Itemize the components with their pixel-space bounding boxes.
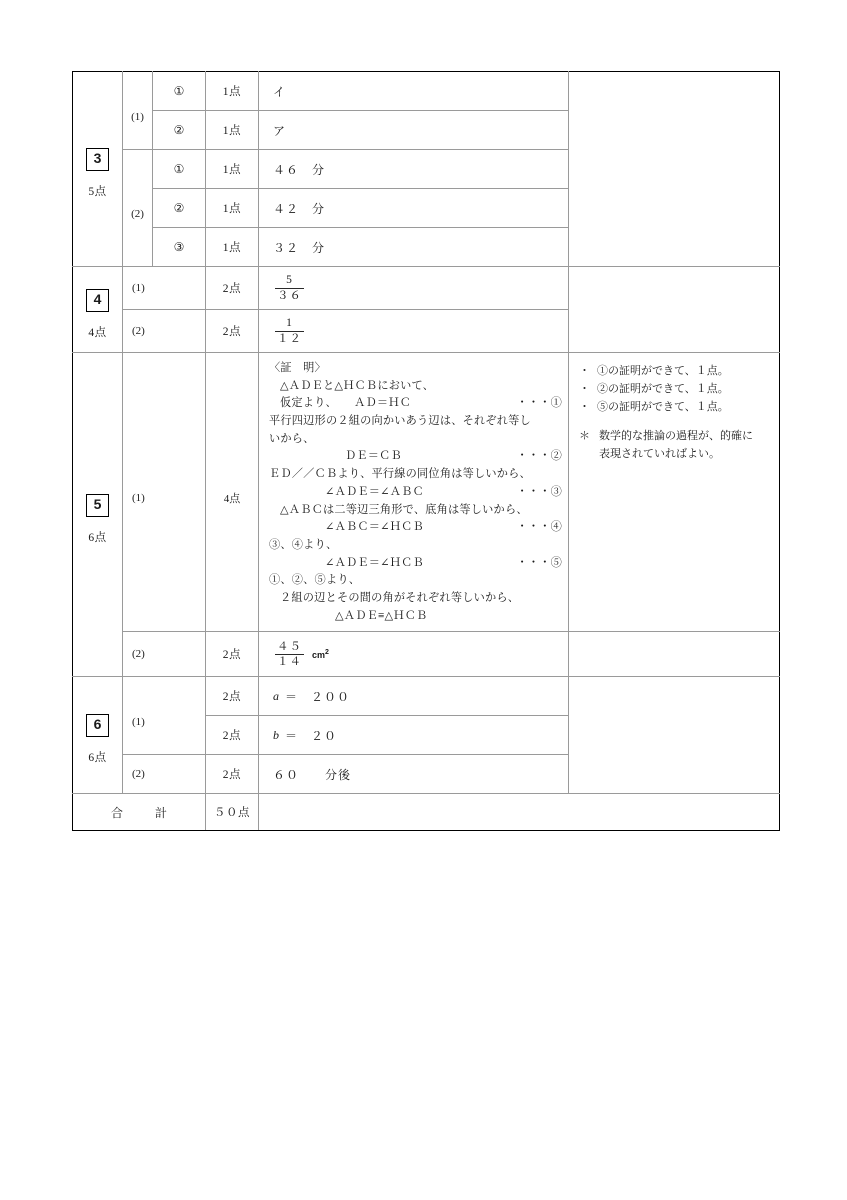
proof-cell [259,353,569,632]
points-label: 1点 [222,125,242,137]
proof-line: ∠ＡＢＣ＝∠ＨＣＢ [325,521,424,534]
points-cell [206,755,259,794]
table-row [73,353,780,632]
question-label-cell [123,755,206,794]
block-points: 4点 [88,326,107,339]
total-label-cell [73,794,206,831]
subquestion-label: ② [173,200,185,215]
fraction-denominator: ３６ [277,289,302,302]
points-label: 2点 [222,326,242,338]
answer-text: ６０ 分後 [273,767,352,782]
question-label: (2) [132,768,145,781]
block-number-cell-5 [73,353,123,677]
question-label-cell [123,150,153,267]
subquestion-cell [153,111,206,150]
total-empty-cell [259,794,780,831]
question-label: (2) [132,325,145,337]
answer-text: ア [273,123,287,138]
total-points-cell [206,794,259,831]
answer-fraction [259,317,568,344]
answer-fraction [259,641,568,668]
points-cell [206,267,259,310]
note-bullet-item [579,363,771,381]
points-label: 1点 [222,86,242,98]
proof-line: ①、②、⑤より、 [269,574,361,587]
subquestion-cell [153,228,206,267]
proof-line: ２組の辺とその間の角がそれぞれ等しいから、 [280,591,520,604]
question-label-cell [123,632,206,677]
question-number-badge: 5 [86,494,109,517]
note-star-item [579,428,771,446]
fraction-numerator: 5 [286,274,293,287]
answer-cell [259,716,569,755]
proof-line: 仮定より、 ＡＤ＝ＨＣ [280,397,412,410]
fraction-numerator: 1 [286,317,293,330]
block-points: 6点 [88,531,107,544]
proof-line: ＤＥ＝ＣＢ [345,450,402,463]
question-label-cell [123,677,206,755]
subquestion-cell [153,72,206,111]
answer-cell [259,189,569,228]
unit-label: $cm^2$ [312,648,329,660]
subquestion-cell [153,189,206,228]
note-text: 数学的な推論の過程が、的確に [599,430,753,443]
points-cell [206,111,259,150]
proof-ref: ・・・② [516,450,562,463]
block-number-cell-4 [73,267,123,353]
answer-cell [259,228,569,267]
answer-cell [259,677,569,716]
answer-text: b ＝ ２０ [273,727,338,743]
variable-name: b [273,727,280,742]
bullet-icon: ・ [579,365,590,377]
subquestion-label: ① [173,161,185,176]
block-points: 6点 [88,752,107,765]
spacer [579,416,771,428]
scoring-notes [569,353,779,472]
question-number-badge: 4 [86,289,109,312]
points-cell [206,150,259,189]
subquestion-cell [153,150,206,189]
subquestion-label: ② [173,122,185,137]
points-label: 2点 [222,769,242,782]
question-label: (1) [131,110,144,123]
proof-line: 平行四辺形の２組の向かいあう辺は、それぞれ等し [269,415,531,428]
fraction-numerator: ４５ [277,640,302,653]
question-label: (1) [132,715,145,728]
total-row [73,794,780,831]
proof-line-with-ref [269,519,562,537]
points-label: 2点 [222,730,242,743]
points-cell [206,72,259,111]
points-label: 1点 [222,203,242,215]
bullet-icon: ・ [579,382,590,395]
points-label: 1点 [222,164,242,176]
note-bullet-item [579,399,771,417]
answer-cell [259,267,569,310]
scoring-table [72,71,780,831]
fraction-denominator: １４ [277,655,302,668]
total-points: ５０点 [213,807,251,820]
proof-text [259,353,568,631]
notes-cell [569,677,780,794]
note-text: ②の証明ができて、１点。 [597,382,729,395]
answer-cell [259,72,569,111]
total-label: 合 計 [110,805,177,820]
subquestion-label: ① [173,83,185,98]
notes-cell [569,267,780,353]
points-cell [206,353,259,632]
notes-cell [569,353,780,632]
proof-header: 〈証 明〉 [269,362,326,374]
answer-cell [259,111,569,150]
answer-cell [259,755,569,794]
table-row [73,267,780,310]
table-row [73,72,780,111]
variable-name: a [273,688,280,703]
note-text-continued: 表現されていればよい。 [599,448,720,461]
question-number-badge: 3 [86,148,109,171]
proof-line: △ＡＢＣは二等辺三角形で、底角は等しいから、 [280,503,528,516]
proof-ref: ・・・④ [516,521,562,534]
answer-text: ４２ 分 [273,201,326,216]
proof-line: ∠ＡＤＥ＝∠ＨＣＢ [325,556,424,569]
block-number-cell-3 [73,72,123,267]
block-points: 5点 [88,186,107,198]
points-cell [206,228,259,267]
note-bullet-item [579,381,771,399]
table-row [73,632,780,677]
question-label: (1) [132,492,145,505]
points-cell [206,632,259,677]
answer-text: a ＝ ２００ [273,688,351,704]
answer-cell [259,310,569,353]
proof-ref: ・・・⑤ [516,556,562,569]
answer-fraction [259,274,568,301]
proof-line: △ＡＤＥ≡△ＨＣＢ [335,609,428,622]
question-number-badge: 6 [86,714,109,737]
proof-line-with-ref [269,448,562,466]
proof-line-with-ref [269,395,562,413]
points-label: 4点 [223,493,241,506]
table-row [73,677,780,716]
question-label: (1) [132,282,145,294]
points-cell [206,716,259,755]
proof-line-with-ref [269,555,562,573]
subquestion-label: ③ [173,239,185,254]
answer-cell [259,632,569,677]
proof-line-with-ref [269,484,562,502]
points-label: 2点 [222,283,242,295]
question-label: (2) [132,648,145,661]
points-label: 2点 [222,691,242,704]
asterisk-icon: ＊ [579,430,590,443]
proof-line: ∠ＡＤＥ＝∠ＡＢＣ [325,485,424,498]
points-cell [206,189,259,228]
proof-ref: ・・・③ [516,485,562,498]
note-text: ⑤の証明ができて、１点。 [597,400,729,413]
question-label-cell [123,72,153,150]
proof-line: ③、④より、 [269,538,338,551]
answer-text: ３２ 分 [273,240,326,255]
answer-text: ４６ 分 [273,162,326,177]
question-label-cell [123,310,206,353]
points-label: 2点 [222,649,242,662]
points-label: 1点 [222,242,242,254]
points-cell [206,310,259,353]
answer-text: イ [273,84,287,99]
notes-cell [569,632,780,677]
note-text: ①の証明ができて、１点。 [597,365,729,377]
notes-cell [569,72,780,267]
question-label-cell [123,353,206,632]
bullet-icon: ・ [579,400,590,413]
block-number-cell-6 [73,677,123,794]
proof-line: △ＡＤＥと△ＨＣＢにおいて、 [280,379,435,392]
question-label-cell [123,267,206,310]
proof-ref: ・・・① [516,397,562,410]
points-cell [206,677,259,716]
proof-line: いから、 [269,432,315,445]
question-label: (2) [131,208,144,220]
answer-cell [259,150,569,189]
proof-line: ＥＤ／／ＣＢより、平行線の同位角は等しいから、 [269,468,531,481]
fraction-denominator: １２ [277,332,302,345]
